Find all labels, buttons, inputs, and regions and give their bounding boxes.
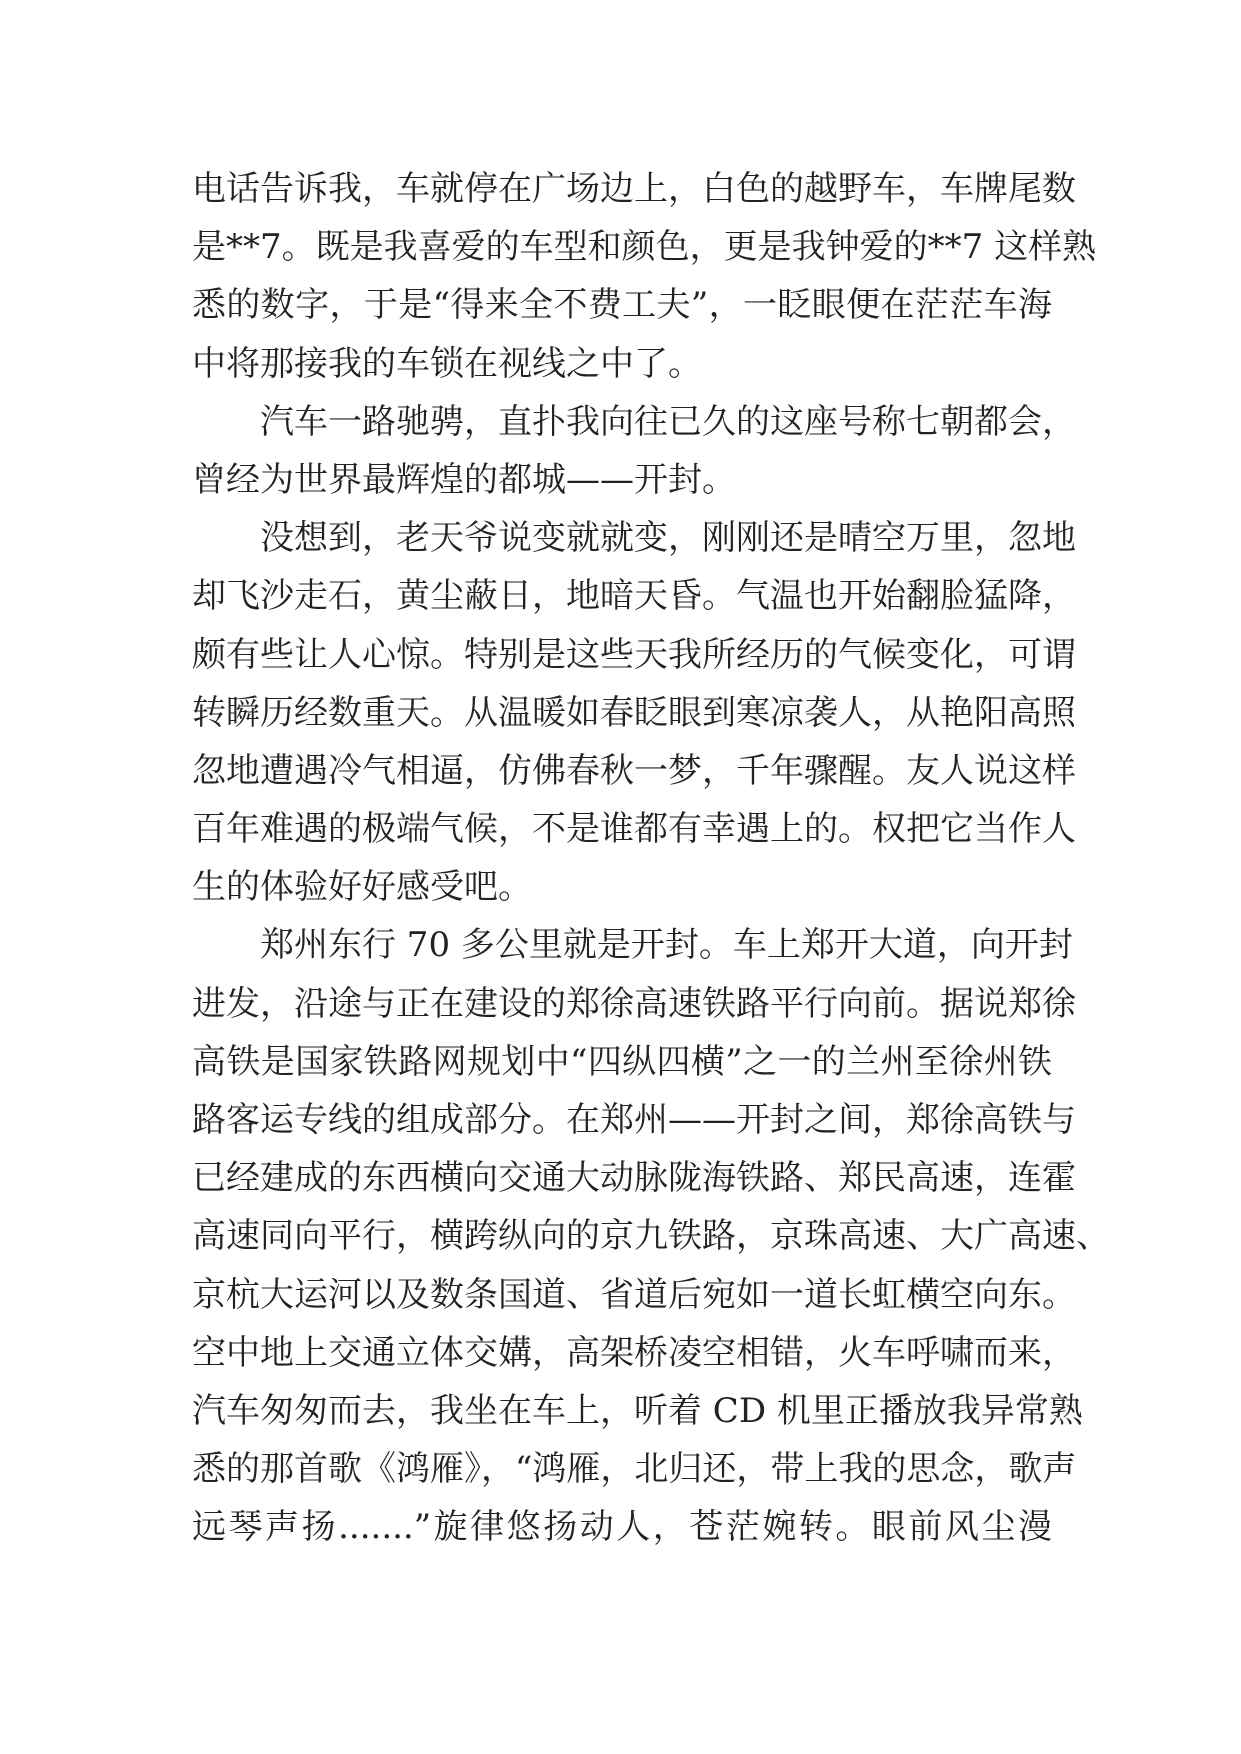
text-line: 忽地遭遇冷气相逼，仿佛春秋一梦，千年骤醒。友人说这样 xyxy=(192,750,1076,791)
text-line: 电话告诉我，车就停在广场边上，白色的越野车，车牌尾数 xyxy=(192,169,1076,209)
text-line: 颇有些让人心惊。特别是这些天我所经历的气候变化，可谓 xyxy=(192,634,1076,675)
text-line: 高铁是国家铁路网规划中“四纵四横”之一的兰州至徐州铁 xyxy=(192,1041,1052,1082)
text-line: 中将那接我的车锁在视线之中了。 xyxy=(192,343,702,384)
text-line: 悉的那首歌《鸿雁》，“鸿雁，北归还，带上我的思念，歌声 xyxy=(192,1449,1077,1490)
text-line: 已经建成的东西横向交通大动脉陇海铁路、郑民高速，连霍 xyxy=(192,1158,1076,1199)
text-line: 没想到，老天爷说变就就变，刚刚还是晴空万里，忽地 xyxy=(260,518,1076,559)
text-line: 路客运专线的组成部分。在郑州——开封之间，郑徐高铁与 xyxy=(192,1100,1076,1140)
text-line: 转瞬历经数重天。从温暖如春眨眼到寒凉袭人，从艳阳高照 xyxy=(192,692,1076,733)
text-line: 京杭大运河以及数条国道、省道后宛如一道长虹横空向东。 xyxy=(192,1274,1076,1315)
text-line: 郑州东行 70 多公里就是开封。车上郑开大道，向开封 xyxy=(260,925,1073,966)
text-line: 汽车匆匆而去，我坐在车上，听着 CD 机里正播放我异常熟 xyxy=(192,1390,1083,1431)
text-line: 百年难遇的极端气候，不是谁都有幸遇上的。权把它当作人 xyxy=(192,809,1076,850)
text-line: 曾经为世界最辉煌的都城——开封。 xyxy=(192,459,736,500)
body-text xyxy=(192,160,1110,1557)
text-line: 远琴声扬.......”旋律悠扬动人，苍茫婉转。眼前风尘漫 xyxy=(192,1507,1052,1548)
text-line: 却飞沙走石，黄尘蔽日，地暗天昏。气温也开始翻脸猛降， xyxy=(192,576,1076,617)
text-line: 生的体验好好感受吧。 xyxy=(192,867,532,908)
text-line: 高速同向平行，横跨纵向的京九铁路，京珠高速、大广高速、 xyxy=(192,1216,1110,1257)
text-line: 悉的数字，于是“得来全不费工夫”，一眨眼便在茫茫车海 xyxy=(192,285,1052,326)
text-line: 进发，沿途与正在建设的郑徐高速铁路平行向前。据说郑徐 xyxy=(192,983,1076,1024)
text-line: 汽车一路驰骋，直扑我向往已久的这座号称七朝都会， xyxy=(260,401,1076,442)
text-line: 空中地上交通立体交媾，高架桥凌空相错，火车呼啸而来， xyxy=(192,1332,1076,1373)
text-line: 是**7。既是我喜爱的车型和颜色，更是我钟爱的**7 这样熟 xyxy=(192,227,1097,268)
